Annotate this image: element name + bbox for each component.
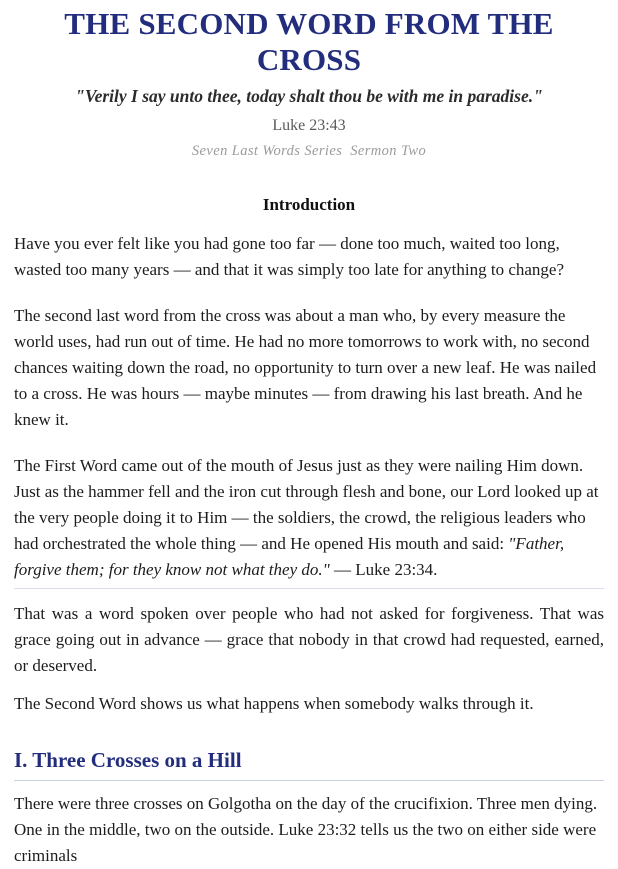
intro-paragraph-2: The second last word from the cross was about a man who, by every measure the world uses, had run out of time. He had no more tomorrows to work with, no second chances waiting down the road, no opportunity to turn over a new leaf. He was nailed to a cross. He was hours — maybe minutes — from drawing his last breath. And he knew it. <box>14 306 597 429</box>
intro-paragraph-3 <box>14 453 604 583</box>
section-one-heading: I. Three Crosses on a Hill <box>14 747 604 781</box>
introduction-heading: Introduction <box>262 195 356 214</box>
intro-paragraph-3-citation: — Luke 23:34. <box>329 560 438 579</box>
intro-paragraph-4: That was a word spoken over people who had not asked for forgiveness. That was grace going out in advance — grace that nobody in that crowd had requested, earned, or deserved. <box>14 604 604 675</box>
scripture-reference: Luke 23:43 <box>272 117 346 134</box>
series-subtitle: Seven Last Words Series Sermon Two <box>191 143 427 159</box>
intro-paragraph-1: Have you ever felt like you had gone too far — done too much, waited too long, wasted too many years — and that it was simply too late for anything to change? <box>14 234 565 279</box>
intro-paragraph-3-lead: The First Word came out of the mouth of Jesus just as they were nailing Him down. Just as the hammer fell and the iron cut through flesh and bone, our Lord looked up at the very people doing it to Him — the soldiers, the crowd, the religious leaders who had orchestrated the whole thing — and He opened His mouth and said: <box>14 456 599 553</box>
section-divider <box>14 588 604 589</box>
intro-paragraph-5: The Second Word shows us what happens when somebody walks through it. <box>14 694 534 713</box>
scripture-quote: "Verily I say unto thee, today shalt thou be with me in paradise." <box>75 86 543 106</box>
page-title: THE SECOND WORD FROM THE CROSS <box>64 6 554 77</box>
father-forgive-quote: "Father, forgive them; for they know not what they do." <box>14 534 565 579</box>
section-one-paragraph-1: There were three crosses on Golgotha on the day of the crucifixion. Three men dying. One in the middle, two on the outside. Luke 23:32 tells us the two on either side were criminals <box>14 794 598 865</box>
